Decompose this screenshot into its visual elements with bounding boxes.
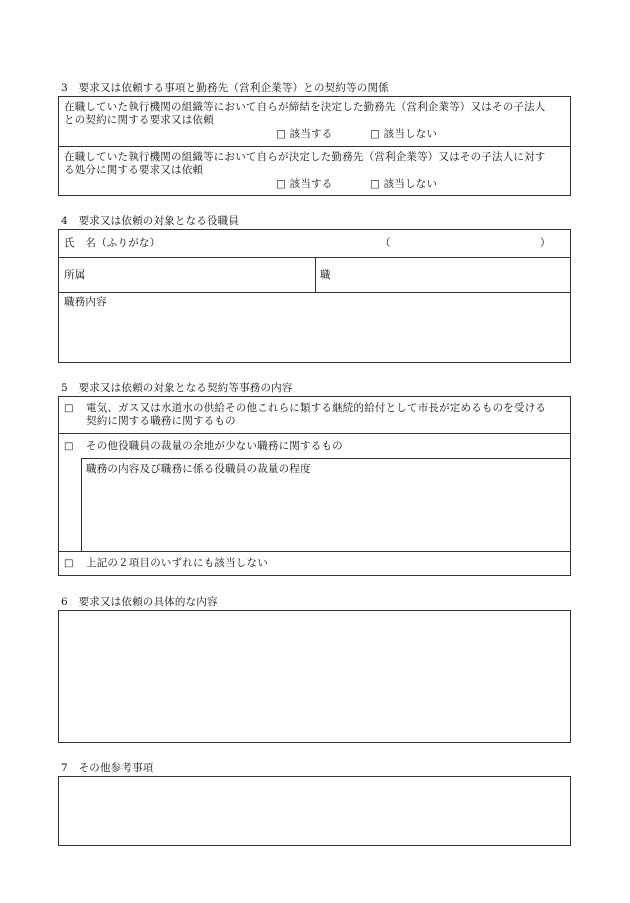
section5-heading: 5 要求又は依頼の対象となる契約等事務の内容 [61,382,293,394]
item2-checkbox[interactable]: □ [64,441,74,452]
item1-checkbox[interactable]: □ [64,403,74,414]
item3-checkbox[interactable]: □ [64,558,74,569]
section3-row1-line2: との契約に関する要求又は依頼 [64,114,214,126]
section7-content-box[interactable] [58,776,571,846]
section4-divider-2 [58,292,571,293]
section3-row-divider [58,146,571,147]
section5-divider-1 [58,433,571,434]
section3-row2-not-applicable-checkbox[interactable]: □ 該当しない [370,178,438,190]
name-label: 氏 名（ふりがな） [64,237,161,249]
item1-line2: 契約に関する職務に関するもの [86,415,236,427]
item2-sub-label: 職務の内容及び職務に係る役職員の裁量の程度 [86,463,311,475]
section6-content-box[interactable] [58,610,571,743]
section5-indent-line [81,458,82,551]
item1-line1: 電気、ガス又は水道水の供給その他これらに類する継続的給付として市長が定めるものを受ける [86,402,547,414]
section3-row2-applicable-checkbox[interactable]: □ 該当する [276,178,333,190]
section7-heading: 7 その他参考事項 [61,762,154,774]
duties-label: 職務内容 [64,296,107,308]
section3-row1-line1: 在職していた執行機関の組織等において自らが締結を決定した勤務先（営利企業等）又はその子法人 [64,101,546,113]
section3-heading: 3 要求又は依頼する事項と勤務先（営利企業等）との契約等の関係 [61,82,389,94]
item3-text: 上記の２項目のいずれにも該当しない [86,557,268,569]
section3-row1-not-applicable-checkbox[interactable]: □ 該当しない [370,128,438,140]
furigana-paren-open: （ [380,237,391,249]
affiliation-label: 所属 [64,269,86,281]
section5-divider-2 [81,458,571,459]
section5-divider-3 [58,551,571,552]
section4-col-divider [315,257,316,292]
section6-heading: 6 要求又は依頼の具体的な内容 [61,596,218,608]
item2-text: その他役職員の裁量の余地が少ない職務に関するもの [86,440,343,452]
section3-row2-line2: る処分に関する要求又は依頼 [64,164,204,176]
furigana-paren-close: ） [540,237,551,249]
section3-row2-line1: 在職していた執行機関の組織等において自らが決定した勤務先（営利企業等）又はその子法人に対す [64,151,546,163]
section4-heading: 4 要求又は依頼の対象となる役職員 [61,215,240,227]
section3-row1-applicable-checkbox[interactable]: □ 該当する [276,128,333,140]
position-label: 職 [320,269,331,281]
